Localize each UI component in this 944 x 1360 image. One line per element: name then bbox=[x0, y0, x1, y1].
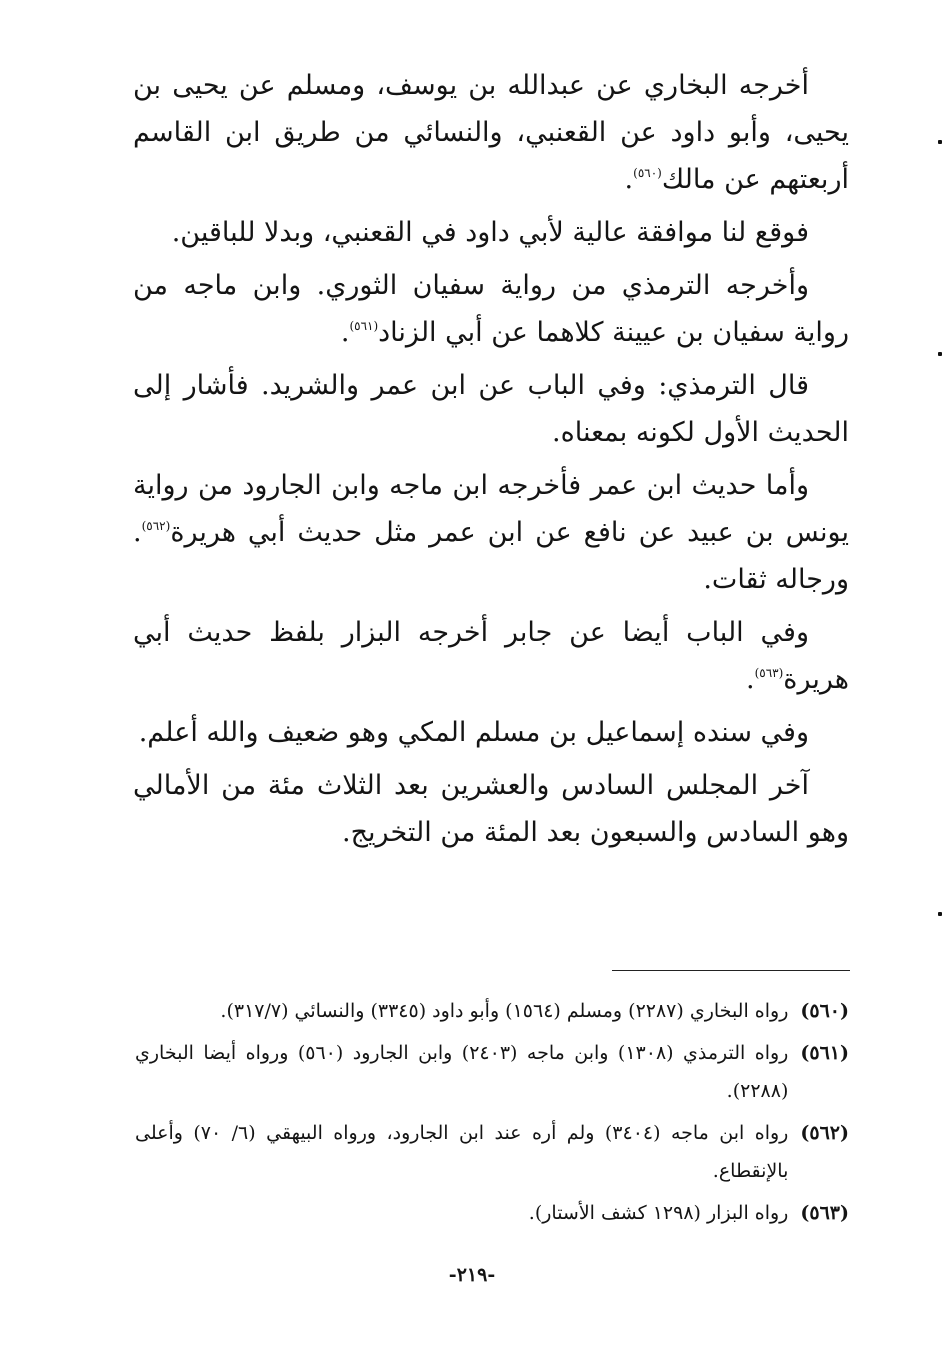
paragraph-tail: . bbox=[340, 317, 350, 348]
scan-edge-mark bbox=[938, 140, 942, 144]
footnote-ref[interactable]: (٥٦٢) bbox=[141, 519, 171, 533]
main-text bbox=[133, 62, 849, 856]
paragraph-tail: . bbox=[624, 164, 634, 195]
footnote-text: رواه ابن ماجه (٣٤٠٤) ولم أره عند ابن الجارود، ورواه البيهقي (٦/ ٧٠) وأعلى بالإنقطاع. bbox=[135, 1122, 789, 1182]
paragraph-tail: . bbox=[745, 664, 755, 695]
footnote-ref[interactable]: (٥٦١) bbox=[349, 319, 379, 333]
paragraph-text: آخر المجلس السادس والعشرين بعد الثلاث مئة من الأمالي وهو السادس والسبعون بعد المئة من التخريج. bbox=[133, 770, 849, 848]
paragraph bbox=[133, 62, 849, 203]
scan-edge-mark bbox=[938, 352, 942, 356]
paragraph-text: وفي سنده إسماعيل بن مسلم المكي وهو ضعيف والله أعلم. bbox=[138, 717, 809, 748]
paragraph bbox=[133, 709, 849, 756]
paragraph bbox=[133, 609, 849, 703]
paragraph bbox=[133, 362, 849, 456]
footnote-ref[interactable]: (٥٦٠) bbox=[633, 166, 662, 180]
paragraph bbox=[133, 209, 849, 256]
scan-edge-mark bbox=[938, 912, 942, 916]
footnote-number: (٥٦١) bbox=[800, 1042, 849, 1064]
footnotes bbox=[135, 992, 849, 1236]
footnote-number: (٥٦٢) bbox=[800, 1122, 849, 1144]
paragraph-text: قال الترمذي: وفي الباب عن ابن عمر والشريد. فأشار إلى الحديث الأول لكونه بمعناه. bbox=[133, 370, 849, 448]
footnote-item bbox=[135, 1114, 849, 1190]
footnote-number: (٥٦٣) bbox=[800, 1202, 849, 1224]
footnote-ref[interactable]: (٥٦٣) bbox=[754, 666, 784, 680]
paragraph-text: وأما حديث ابن عمر فأخرجه ابن ماجه وابن الجارود من رواية يونس بن عبيد عن نافع عن ابن عمر مثل حديث أبي هريرة bbox=[133, 470, 849, 548]
page-number: -٢١٩- bbox=[448, 1264, 496, 1286]
paragraph bbox=[133, 462, 849, 603]
paragraph bbox=[133, 262, 849, 356]
paragraph-text: وأخرجه الترمذي من رواية سفيان الثوري. وابن ماجه من رواية سفيان بن عيينة كلاهما عن أبي الزناد bbox=[133, 270, 849, 348]
footnote-divider bbox=[612, 970, 850, 971]
footnote-text: رواه الترمذي (١٣٠٨) وابن ماجه (٢٤٠٣) وابن الجارود (٥٦٠) ورواه أيضا البخاري (٢٢٨٨). bbox=[135, 1042, 789, 1102]
paragraph-tail: . ورجاله ثقات. bbox=[133, 517, 849, 595]
footnote-text: رواه البزار (١٢٩٨ كشف الأستار). bbox=[528, 1202, 789, 1224]
paragraph-text: وفي الباب أيضا عن جابر أخرجه البزار بلفظ حديث أبي هريرة bbox=[133, 617, 849, 695]
paragraph-text: أخرجه البخاري عن عبدالله بن يوسف، ومسلم عن يحيى بن يحيى، وأبو داود عن القعنبي، والنسائي من طريق ابن القاسم أربعتهم عن مالك bbox=[133, 70, 849, 195]
footnote-item bbox=[135, 1194, 849, 1232]
paragraph-text: فوقع لنا موافقة عالية لأبي داود في القعنبي، وبدلا للباقين. bbox=[171, 217, 809, 248]
footnote-text: رواه البخاري (٢٢٨٧) ومسلم (١٥٦٤) وأبو داود (٣٣٤٥) والنسائي (٣١٧/٧). bbox=[220, 1000, 789, 1022]
footnote-item bbox=[135, 1034, 849, 1110]
paragraph bbox=[133, 762, 849, 856]
footnote-number: (٥٦٠) bbox=[800, 1000, 849, 1022]
footnote-item bbox=[135, 992, 849, 1030]
